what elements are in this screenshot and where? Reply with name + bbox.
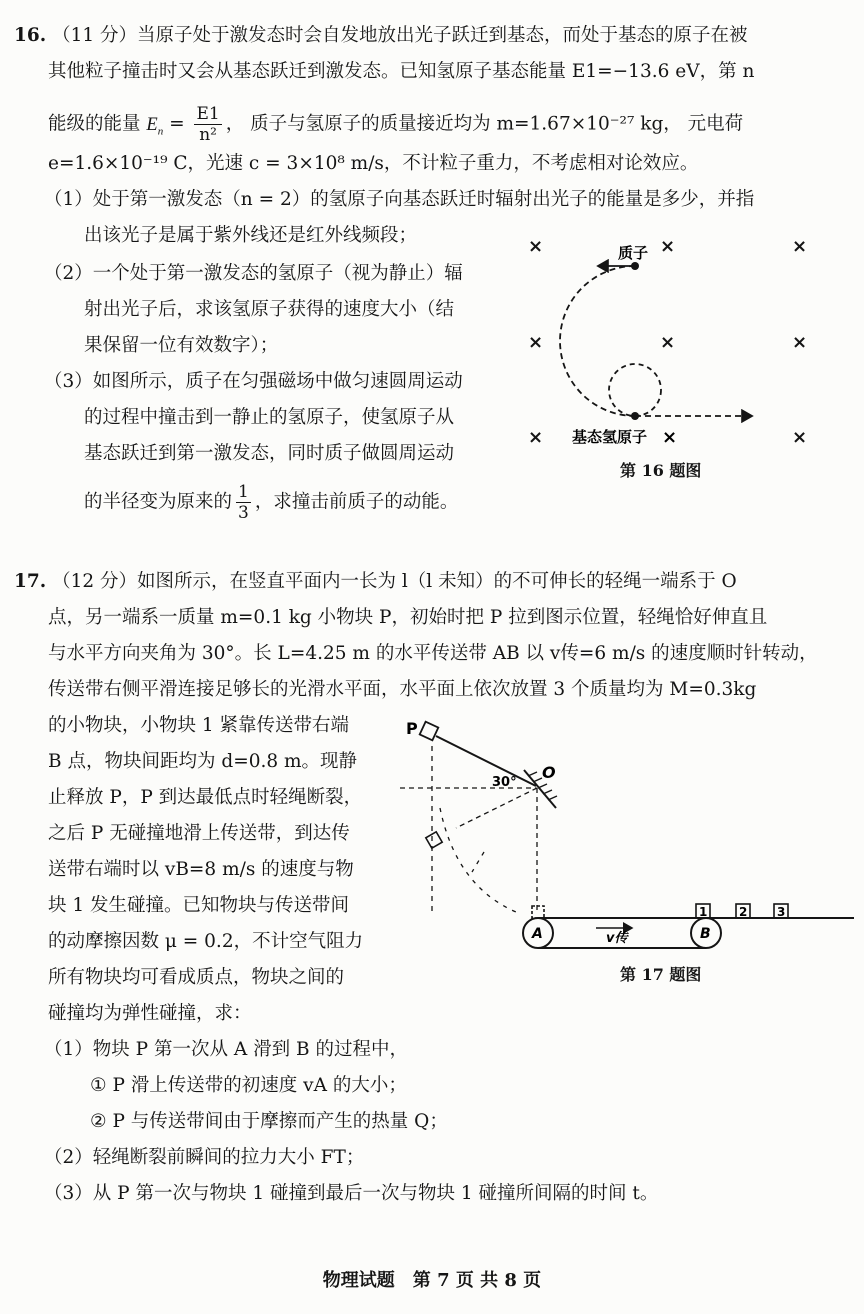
q16-score: （11 分） bbox=[52, 25, 137, 46]
angle-label: 30° bbox=[492, 775, 517, 790]
q17-side-line: 碰撞均为弹性碰撞，求： bbox=[48, 1003, 252, 1024]
q16-E1-value: E1=−13.6 eV bbox=[571, 61, 700, 82]
q16-intro-3-head: 能级的能量 bbox=[48, 113, 141, 135]
q16-radius-fraction bbox=[236, 482, 251, 523]
proton-label: 质子 bbox=[618, 244, 649, 262]
q17-line-4: 传送带右侧平滑连接足够长的光滑水平面，水平面上依次放置 3 个质量均为 M=0.3kg bbox=[48, 679, 757, 700]
rope-intermediate bbox=[456, 788, 537, 828]
q16-intro-1: 当原子处于激发态时会自发地放出光子跃迁到基态，而处于基态的原子在被 bbox=[137, 25, 748, 46]
q17-sub1b: ② P 与传送带间由于摩擦而产生的热量 Q； bbox=[90, 1111, 448, 1132]
q17-side-line: 送带右端时以 vB=8 m/s 的速度与物 bbox=[48, 859, 354, 880]
q16-figure bbox=[520, 232, 820, 452]
q17-side-line: 止释放 P，P 到达最低点时轻绳断裂， bbox=[48, 787, 363, 808]
belt-velocity-label: v传 bbox=[606, 931, 628, 946]
q16-sub3-line4-head: 的半径变为原来的 bbox=[84, 491, 233, 513]
q16-line-4 bbox=[48, 150, 698, 178]
q17-figure bbox=[396, 716, 854, 960]
field-cross: × bbox=[792, 427, 808, 448]
q16-sub3-line1: （3）如图所示，质子在匀强磁场中做匀速圆周运动 bbox=[44, 371, 463, 392]
q17-side-line: B 点，物块间距均为 d=0.8 m。现静 bbox=[48, 751, 358, 772]
field-cross: × bbox=[792, 332, 808, 353]
q17-sub1: （1）物块 P 第一次从 A 滑到 B 的过程中， bbox=[44, 1039, 408, 1060]
block-P bbox=[420, 722, 439, 741]
q17-intro-1: 如图所示，在竖直平面内一长为 l（l 未知）的不可伸长的轻绳一端系于 O bbox=[137, 571, 737, 592]
q16-sub3-line2: 的过程中撞击到一静止的氢原子，使氢原子从 bbox=[84, 407, 455, 428]
q17-side-line: 的小物块，小物块 1 紧靠传送带右端 bbox=[48, 715, 350, 736]
field-cross: × bbox=[792, 236, 808, 257]
q16-sub1-line1: （1）处于第一激发态（n = 2）的氢原子向基态跃迁时辐射出光子的能量是多少，并指 bbox=[44, 189, 755, 210]
field-cross: × bbox=[662, 427, 678, 448]
q16-sub3-line3: 基态跃迁到第一激发态，同时质子做圆周运动 bbox=[84, 443, 455, 464]
q16-intro-2: 其他粒子撞击时又会从基态跃迁到激发态。已知氢原子基态能量 bbox=[48, 61, 567, 82]
q16-frac-num: 1 bbox=[238, 482, 249, 502]
proton-large-orbit bbox=[560, 266, 635, 416]
q16-sub3-line4-tail: ，求撞击前质子的动能。 bbox=[254, 491, 459, 513]
field-cross: × bbox=[528, 332, 544, 353]
q16-En-num: E1 bbox=[196, 104, 220, 124]
O-label: O bbox=[542, 763, 556, 782]
q17-sub2: （2）轻绳断裂前瞬间的拉力大小 FT； bbox=[44, 1147, 365, 1168]
field-cross: × bbox=[660, 236, 676, 257]
q16-En-formula bbox=[194, 104, 221, 145]
q16-sub1-line2: 出该光子是属于紫外线还是红外线频段； bbox=[84, 225, 418, 246]
q16-intro-4: e=1.6×10⁻¹⁹ C，光速 c = 3×10⁸ m/s，不计粒子重力，不考虑相对论效应。 bbox=[48, 153, 699, 174]
page-footer: 物理试题 第 7 页 共 8 页 bbox=[322, 1270, 542, 1291]
hydrogen-dot bbox=[631, 412, 639, 420]
field-cross: × bbox=[528, 236, 544, 257]
q16-sub2-line3: 果保留一位有效数字）； bbox=[84, 335, 279, 356]
block-3-label: 3 bbox=[777, 905, 786, 919]
block-P-bottom bbox=[532, 906, 544, 918]
q17-side-line: 块 1 发生碰撞。已知物块与传送带间 bbox=[48, 895, 350, 916]
block-1-label: 1 bbox=[699, 905, 708, 919]
q16-number: 16. bbox=[14, 25, 47, 46]
q16-line-2 bbox=[48, 58, 754, 86]
q16-line-1 bbox=[14, 22, 748, 50]
q17-figure-caption: 第 17 题图 bbox=[620, 965, 702, 984]
q16-line-3: 能级的能量 $E_n$ = $\frac{E1}{\text{n²}}$ ， 质子与氢原子的质量接近均为 m=1.67×10⁻²⁷ kg， 元电荷 bbox=[48, 104, 744, 145]
q16-frac-den: 3 bbox=[238, 503, 249, 523]
B-label: B bbox=[700, 926, 711, 942]
P-label: P bbox=[406, 719, 418, 738]
q16-sub3-line4 bbox=[84, 482, 458, 523]
q17-sub1a: ① P 滑上传送带的初速度 vA 的大小； bbox=[90, 1075, 407, 1096]
q16-sub2-line1: （2）一个处于第一激发态的氢原子（视为静止）辐 bbox=[44, 263, 463, 284]
q17-number: 17. bbox=[14, 571, 47, 592]
rope bbox=[436, 736, 536, 786]
q16-intro-2-tail: ，第 n bbox=[699, 61, 755, 82]
proton-dot bbox=[631, 262, 639, 270]
A-label: A bbox=[532, 926, 543, 942]
q17-side-line: 的动摩擦因数 μ = 0.2，不计空气阻力 bbox=[48, 931, 364, 952]
q17-sub3: （3）从 P 第一次与物块 1 碰撞到最后一次与物块 1 碰撞所间隔的时间 t。 bbox=[44, 1183, 659, 1204]
q16-figure-caption: 第 16 题图 bbox=[620, 461, 702, 480]
q17-line-2: 点，另一端系一质量 m=0.1 kg 小物块 P，初始时把 P 拉到图示位置，轻绳恰好伸直且 bbox=[48, 607, 768, 628]
q17-line-1 bbox=[14, 568, 737, 596]
block-2-label: 2 bbox=[739, 905, 748, 919]
q16-sub2-line2: 射出光子后，求该氢原子获得的速度大小（结 bbox=[84, 299, 455, 320]
swing-arc-2 bbox=[472, 852, 484, 872]
q17-side-line: 之后 P 无碰撞地滑上传送带，到达传 bbox=[48, 823, 350, 844]
q16-En-den: n² bbox=[199, 125, 217, 145]
block-P-intermediate bbox=[426, 832, 442, 848]
q16-intro-3-tail: ， 质子与氢原子的质量接近均为 m=1.67×10⁻²⁷ kg， 元电荷 bbox=[225, 113, 744, 135]
field-cross: × bbox=[528, 427, 544, 448]
swing-arc bbox=[440, 808, 516, 912]
q17-score: （12 分） bbox=[52, 571, 137, 592]
q17-line-3: 与水平方向夹角为 30°。长 L=4.25 m 的水平传送带 AB 以 v传=6 m/s 的速度顺时针转动， bbox=[48, 643, 818, 664]
hydrogen-label: 基态氢原子 bbox=[572, 428, 648, 446]
q17-side-line: 所有物块均可看成质点，物块之间的 bbox=[48, 967, 345, 988]
proton-small-orbit bbox=[609, 364, 661, 416]
field-cross: × bbox=[660, 332, 676, 353]
